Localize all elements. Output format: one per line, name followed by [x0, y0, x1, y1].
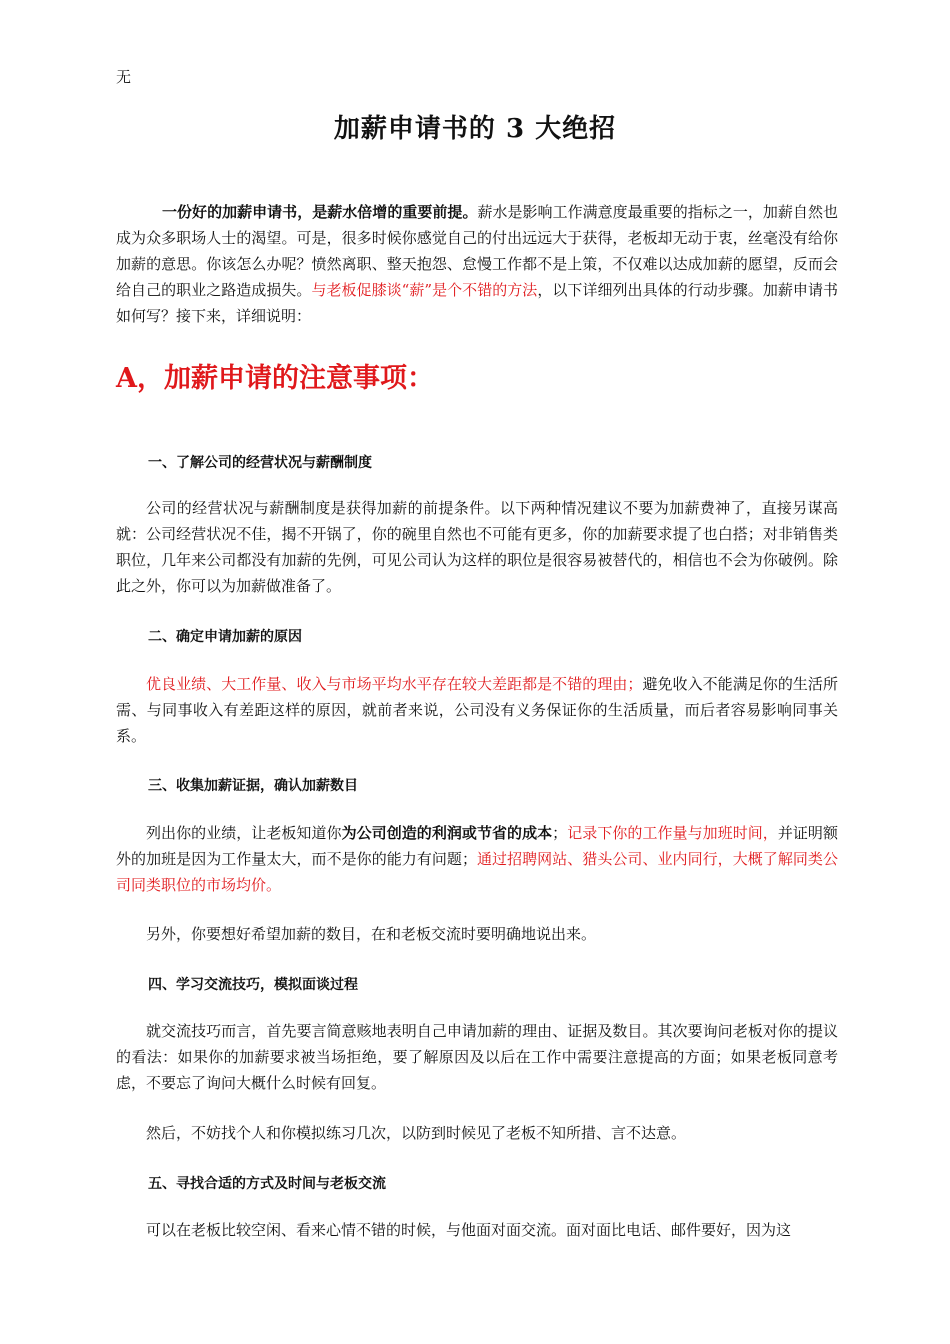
item-three-red1: 记录下你的工作量与加班时间， — [567, 824, 778, 842]
item-four-text — [116, 1018, 838, 1096]
item-three-red2: 通过招聘网站、猎头公司、业内同行，大概了解同类公司同类职位的市场均价。 — [116, 850, 838, 894]
intro-paragraph — [116, 199, 838, 329]
item-four-text-2 — [116, 1120, 838, 1146]
intro-lead: 一份好的加薪申请书，是薪水倍增的重要前提。 — [162, 203, 478, 221]
item-four-p1: 就交流技巧而言，首先要言简意赅地表明自己申请加薪的理由、证据及数目。其次要询问老板对你的提议的看法：如果你的加薪要求被当场拒绝，要了解原因及以后在工作中需要注意提高的方面；如果老板同意考虑，不要忘了询问大概什么时候有回复。 — [116, 1022, 838, 1092]
item-three-bold: 为公司创造的利润或节省的成本 — [341, 824, 553, 842]
item-three-heading: 三、收集加薪证据，确认加薪数目 — [148, 778, 358, 794]
item-three-c: 并证明额外的加班是因为工作量太大，而不是你的能力有问题； — [116, 824, 838, 868]
header-mark: 无 — [116, 68, 132, 86]
item-five-p1: 可以在老板比较空闲、看来心情不错的时候，与他面对面交流。面对面比电话、邮件要好，因为这 — [146, 1221, 792, 1239]
item-one-heading: 一、了解公司的经营状况与薪酬制度 — [148, 455, 372, 471]
item-three-b: ； — [552, 824, 568, 842]
item-three-p2: 另外，你要想好希望加薪的数目，在和老板交流时要明确地说出来。 — [146, 925, 597, 943]
item-one-body: 公司的经营状况与薪酬制度是获得加薪的前提条件。以下两种情况建议不要为加薪费神了，直接另谋高就：公司经营状况不佳，揭不开锅了，你的碗里自然也不可能有更多，你的加薪要求提了也白搭；对非销售类职位，几年来公司都没有加薪的先例，可见公司认为这样的职位是很容易被替代的，相信也不会为你破例。除此之外，你可以为加薪做准备了。 — [116, 499, 838, 595]
item-two-red: 优良业绩、大工作量、收入与市场平均水平存在较大差距都是不错的理由； — [146, 675, 643, 693]
item-two-body: 避免收入不能满足你的生活所需、与同事收入有差距这样的原因，就前者来说，公司没有义务保证你的生活质量，而后者容易影响同事关系。 — [116, 675, 838, 745]
item-five-heading: 五、寻找合适的方式及时间与老板交流 — [148, 1176, 386, 1192]
item-four-p2: 然后，不妨找个人和你模拟练习几次，以防到时候见了老板不知所措、言不达意。 — [146, 1124, 687, 1142]
item-two-text — [116, 671, 838, 749]
intro-tail: ，以下详细列出具体的行动步骤。加薪申请书如何写？接下来，详细说明： — [116, 281, 838, 325]
item-five-text — [116, 1217, 838, 1243]
intro-highlight: 与老板促膝谈“薪”是个不错的方法 — [311, 281, 538, 299]
intro-body: 薪水是影响工作满意度最重要的指标之一，加薪自然也成为众多职场人士的渴望。可是，很多时候你感觉自己的付出远远大于获得，老板却无动于衷，丝毫没有给你加薪的意思。你该怎么办呢？愤然离职、整天抱怨、怠慢工作都不是上策，不仅难以达成加薪的愿望，反而会给自己的职业之路造成损失。 — [116, 203, 838, 299]
item-three-text — [116, 820, 838, 898]
item-one-text — [116, 495, 838, 599]
item-four-heading: 四、学习交流技巧，模拟面谈过程 — [148, 977, 358, 993]
item-three-a: 列出你的业绩，让老板知道你 — [146, 824, 342, 842]
item-two-heading: 二、确定申请加薪的原因 — [148, 629, 302, 645]
item-three-text-2 — [116, 921, 838, 947]
document-title: 加薪申请书的 3 大绝招 — [333, 114, 617, 144]
section-a-heading: A，加薪申请的注意事项： — [116, 363, 434, 394]
